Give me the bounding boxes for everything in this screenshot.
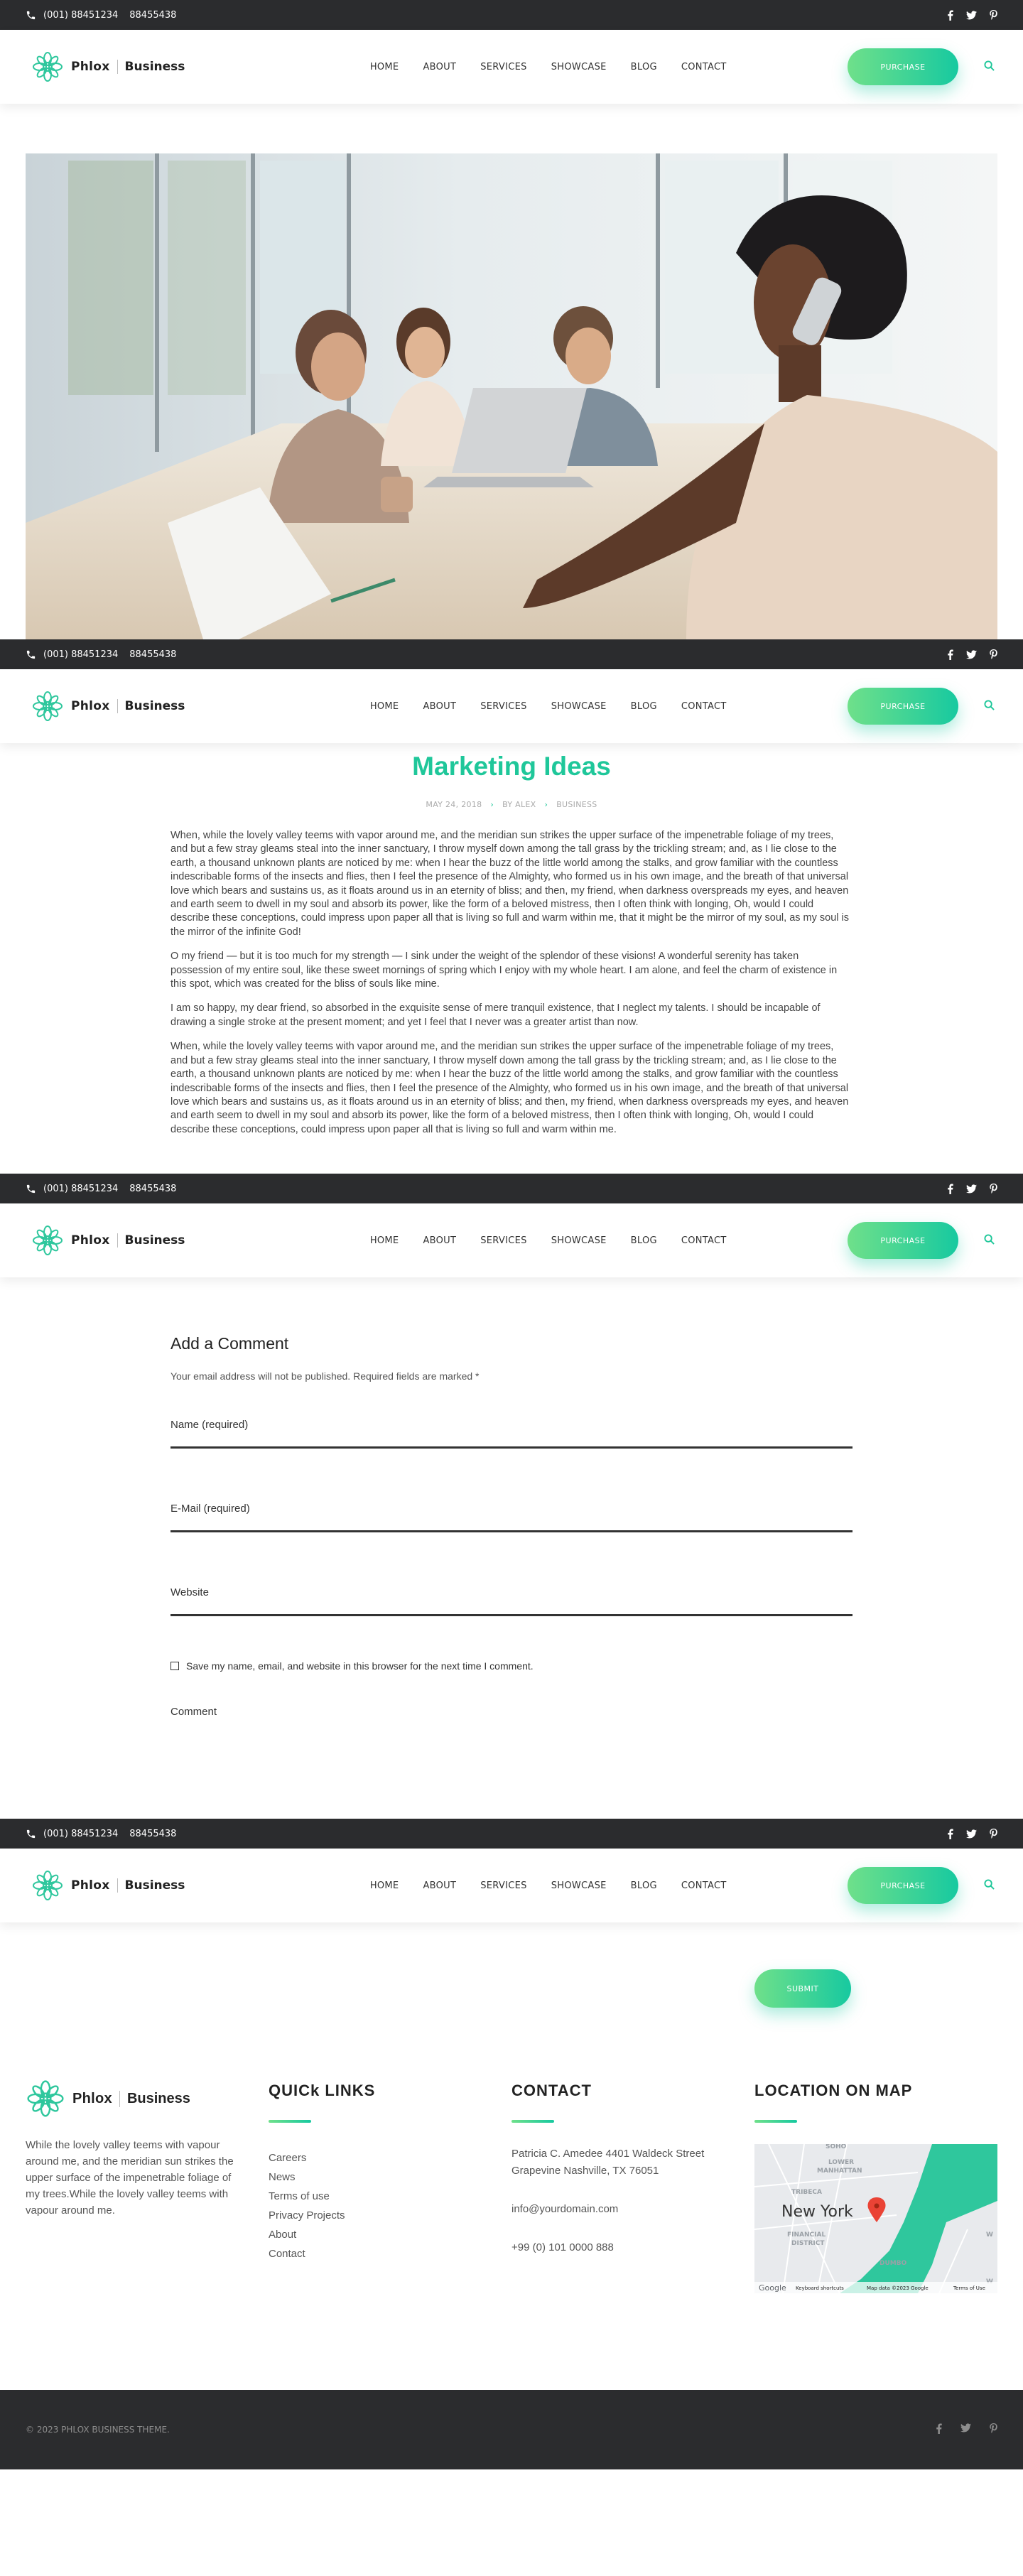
search-icon[interactable] — [984, 700, 995, 713]
logo-sub: Business — [117, 60, 185, 74]
header-block-1 — [0, 0, 1023, 104]
menu-item-services[interactable]: SERVICES — [480, 61, 527, 72]
menu-item-blog[interactable]: BLOG — [630, 1880, 657, 1891]
phone-number-1: (001) 88451234 — [43, 1183, 119, 1194]
copyright: © 2023 PHLOX BUSINESS THEME. — [26, 2425, 170, 2435]
twitter-icon[interactable] — [966, 1829, 977, 1839]
menu-item-blog[interactable]: BLOG — [630, 700, 657, 712]
comment-note: Your email address will not be published. Required fields are marked * — [170, 1370, 480, 1382]
twitter-icon[interactable] — [960, 2423, 971, 2436]
footer-about-text: While the lovely valley teems with vapour around me, and the meridian sun strikes the upper surface of the impenetrable foliage of my trees.While the lovely valley teems with vapour around me. — [26, 2139, 234, 2217]
pinterest-icon[interactable] — [990, 1184, 997, 1194]
logo-sub: Business — [119, 2091, 190, 2107]
save-info-label: Save my name, email, and website in this browser for the next time I comment. — [186, 1660, 534, 1672]
save-info-row — [170, 1660, 852, 1672]
comment-field-label: Comment — [170, 1706, 217, 1719]
post — [0, 743, 1023, 1137]
phone-number-1: (001) 88451234 — [43, 649, 119, 660]
menu-item-contact[interactable]: CONTACT — [681, 61, 727, 72]
submit-row — [170, 1969, 852, 2008]
footer-link-news[interactable]: News — [269, 2171, 296, 2184]
map-google-logo: Google — [759, 2283, 786, 2293]
logo-name: Phlox — [71, 1233, 110, 1248]
contact-email[interactable]: info@yourdomain.com — [512, 2203, 619, 2216]
post-date[interactable]: MAY 24, 2018 — [426, 800, 482, 809]
menu-item-about[interactable]: ABOUT — [423, 61, 457, 72]
facebook-icon[interactable] — [947, 1829, 953, 1839]
map-label-manhattan: MANHATTAN — [817, 2168, 862, 2175]
map-label-lower: LOWER — [828, 2159, 855, 2167]
primary-menu — [370, 1235, 727, 1246]
post-paragraph: O my friend — but it is too much for my strength — I sink under the weight of the splendor of these visions! A wonderful serenity has taken possession of my entire soul, like these sweet mornings of spring which I enjoy with my whole heart. I am alone, and feel the charm of existence in this spot, which was created for the bliss of souls like mine. — [170, 951, 838, 990]
menu-item-blog[interactable]: BLOG — [630, 1235, 657, 1246]
phone-icon — [26, 1184, 36, 1194]
search-icon[interactable] — [984, 60, 995, 74]
map-data-credit: Map data ©2023 Google — [867, 2285, 929, 2292]
address-line-1: Patricia C. Amedee 4401 Waldeck Street — [512, 2148, 705, 2160]
name-field[interactable] — [170, 1382, 852, 1449]
pinterest-icon[interactable] — [990, 649, 997, 659]
phone-icon — [26, 1829, 36, 1839]
footer-about — [26, 2079, 269, 2293]
menu-item-home[interactable]: HOME — [369, 1235, 399, 1246]
map-label-tribeca: TRIBECA — [791, 2189, 822, 2197]
menu-item-about[interactable]: ABOUT — [423, 1235, 457, 1246]
logo-name: Phlox — [72, 2090, 112, 2106]
heading-underline — [512, 2120, 554, 2123]
footer-link-about[interactable]: About — [269, 2229, 297, 2241]
twitter-icon[interactable] — [966, 11, 977, 20]
contact-title: CONTACT — [512, 2082, 592, 2100]
primary-menu — [370, 1880, 727, 1891]
heading-underline — [754, 2120, 797, 2123]
main-nav — [0, 1849, 1023, 1922]
menu-item-showcase[interactable]: SHOWCASE — [551, 1880, 607, 1891]
submit-button[interactable]: SUBMIT — [754, 1969, 851, 2008]
purchase-button[interactable]: PURCHASE — [848, 1867, 958, 1904]
website-field-label: Website — [170, 1586, 209, 1599]
logo-mark-icon — [31, 50, 64, 83]
pinterest-icon[interactable] — [990, 10, 997, 20]
menu-item-services[interactable]: SERVICES — [480, 1880, 527, 1891]
logo[interactable] — [31, 1224, 185, 1257]
logo-sub: Business — [117, 1878, 185, 1893]
phone-number-1: (001) 88451234 — [43, 9, 119, 21]
top-bar — [0, 1819, 1023, 1849]
website-field[interactable] — [170, 1532, 852, 1616]
post-meta: MAY 24, 2018 › BY ALEX › BUSINESS — [426, 800, 597, 809]
logo[interactable] — [31, 690, 185, 723]
footer — [0, 2079, 1023, 2293]
menu-item-home[interactable]: HOME — [369, 61, 399, 72]
post-paragraph: I am so happy, my dear friend, so absorbed in the exquisite sense of mere tranquil existence, that I neglect my talents. I should be incapable of drawing a single stroke at the present moment; and yet I feel that I never was a greater artist than now. — [170, 1002, 821, 1028]
footer-link-privacy[interactable]: Privacy Projects — [269, 2209, 345, 2222]
map-label-w1: W — [986, 2231, 993, 2239]
purchase-button[interactable]: PURCHASE — [848, 1222, 958, 1259]
footer-link-contact[interactable]: Contact — [269, 2248, 305, 2261]
menu-item-about[interactable]: ABOUT — [423, 700, 457, 712]
comment-form — [170, 1334, 852, 1718]
post-title: Marketing Ideas — [412, 752, 611, 781]
logo[interactable] — [31, 50, 185, 83]
menu-item-showcase[interactable]: SHOWCASE — [551, 700, 607, 712]
map-city-label: New York — [781, 2203, 853, 2221]
map-title: LOCATION ON MAP — [754, 2082, 913, 2100]
map-shortcuts[interactable]: Keyboard shortcuts — [796, 2285, 844, 2292]
logo[interactable] — [31, 1869, 185, 1902]
email-field[interactable] — [170, 1449, 852, 1532]
logo-name: Phlox — [71, 1878, 110, 1893]
menu-item-blog[interactable]: BLOG — [630, 61, 657, 72]
menu-item-services[interactable]: SERVICES — [480, 700, 527, 712]
post-content — [170, 829, 852, 1137]
header-block-2 — [0, 639, 1023, 743]
post-author[interactable]: BY ALEX — [502, 800, 536, 809]
comment-heading: Add a Comment — [170, 1334, 289, 1353]
hero-image — [26, 153, 997, 639]
phone-number-2: 88455438 — [129, 1828, 177, 1839]
footer-quick-links — [269, 2079, 512, 2293]
menu-item-contact[interactable]: CONTACT — [681, 700, 727, 712]
logo-mark-icon — [31, 1224, 64, 1257]
search-icon[interactable] — [984, 1234, 995, 1248]
name-field-label: Name (required) — [170, 1419, 249, 1432]
footer-map — [754, 2079, 997, 2293]
phone-number-2: 88455438 — [129, 1183, 177, 1194]
menu-item-contact[interactable]: CONTACT — [681, 1880, 727, 1891]
footer-link-careers[interactable]: Careers — [269, 2152, 307, 2165]
post-category[interactable]: BUSINESS — [556, 800, 597, 809]
map-label-financial: FINANCIAL — [787, 2231, 826, 2239]
logo-sub: Business — [117, 699, 185, 713]
main-nav — [0, 30, 1023, 104]
footer-link-terms[interactable]: Terms of use — [269, 2190, 330, 2203]
email-field-label: E-Mail (required) — [170, 1503, 250, 1515]
menu-item-about[interactable]: ABOUT — [423, 1880, 457, 1891]
logo-mark-icon — [31, 690, 64, 723]
address-line-2: Grapevine Nashville, TX 76051 — [512, 2165, 659, 2177]
logo-name: Phlox — [71, 699, 110, 713]
map-label-soho: SOHO — [826, 2144, 847, 2151]
facebook-icon[interactable] — [936, 2423, 942, 2436]
logo-sub: Business — [117, 1233, 185, 1248]
purchase-button[interactable]: PURCHASE — [848, 48, 958, 85]
save-info-checkbox[interactable] — [170, 1662, 179, 1670]
phone-icon — [26, 649, 36, 660]
menu-item-showcase[interactable]: SHOWCASE — [551, 1235, 607, 1246]
pinterest-icon[interactable] — [990, 1829, 997, 1839]
logo-name: Phlox — [71, 60, 110, 74]
header-block-3 — [0, 1174, 1023, 1277]
pinterest-icon[interactable] — [990, 2423, 997, 2436]
logo-mark-icon — [26, 2079, 65, 2118]
map-terms[interactable]: Terms of Use — [953, 2285, 985, 2292]
contact-phone: +99 (0) 101 0000 888 — [512, 2241, 614, 2254]
footer-logo[interactable] — [26, 2079, 240, 2118]
heading-underline — [269, 2120, 311, 2123]
post-paragraph: When, while the lovely valley teems with vapor around me, and the meridian sun strikes the upper surface of the impenetrable foliage of my trees, and but a few stray gleams steal into the inner sanctuary, I throw myself down among the tall grass by the trickling stream; and, as I lie close to the earth, a thousand unknown plants are noticed by me: when I hear the buzz of the little world among the stalks, and grow familiar with the countless indescribable forms of the insects and flies, then I feel the presence of the Almighty, who formed us in his own image, and the breath of that universal love which bears and sustains us, as it floats around us in an eternity of bliss; and then, my friend, when darkness overspreads my eyes, and heaven and earth seem to dwell in my soul and absorb its power, like the form of a beloved mistress, then I often think with longing, Oh, would I could describe these conceptions, could impress upon paper all that is living so full and warm within me, that it might be the mirror of my soul, as my soul is the mirror of the infinite God! — [170, 830, 850, 938]
phone-number-2: 88455438 — [129, 9, 177, 21]
main-nav — [0, 669, 1023, 743]
header-block-4 — [0, 1819, 1023, 1922]
facebook-icon[interactable] — [947, 1184, 953, 1194]
footer-contact — [512, 2079, 754, 2293]
logo-mark-icon — [31, 1869, 64, 1902]
phone-number-1: (001) 88451234 — [43, 1828, 119, 1839]
menu-item-services[interactable]: SERVICES — [480, 1235, 527, 1246]
location-map[interactable] — [754, 2144, 997, 2293]
menu-item-home[interactable]: HOME — [369, 700, 399, 712]
map-label-dumbo: DUMBO — [879, 2260, 907, 2268]
main-nav — [0, 1203, 1023, 1277]
search-icon[interactable] — [984, 1879, 995, 1893]
phone-number-2: 88455438 — [129, 649, 177, 660]
purchase-button[interactable]: PURCHASE — [848, 688, 958, 725]
primary-menu — [370, 701, 727, 712]
post-paragraph: When, while the lovely valley teems with vapor around me, and the meridian sun strikes the upper surface of the impenetrable foliage of my trees, and but a few stray gleams steal into the inner sanctuary, I throw myself down among the tall grass by the trickling stream; and, as I lie close to the earth, a thousand unknown plants are noticed by me: when I hear the buzz of the little world among the stalks, and grow familiar with the countless indescribable forms of the insects and flies, then I feel the presence of the Almighty, who formed us in his own image, and the breath of that universal love which bears and sustains us, as it floats around us in an eternity of bliss; and then, my friend, when darkness overspreads my eyes, and heaven and earth seem to dwell in my soul and absorb its power, like the form of a beloved mistress, then I often think with longing, Oh, would I could describe these conceptions, could impress upon paper all that is living so full and warm within me. — [170, 1041, 849, 1135]
map-label-district: DISTRICT — [791, 2240, 825, 2248]
quick-links-title: QUICk LINKS — [269, 2082, 376, 2100]
top-bar — [0, 0, 1023, 30]
facebook-icon[interactable] — [947, 10, 953, 21]
facebook-icon[interactable] — [947, 649, 953, 660]
phone-icon — [26, 10, 36, 21]
primary-menu — [370, 62, 727, 72]
menu-item-showcase[interactable]: SHOWCASE — [551, 61, 607, 72]
menu-item-home[interactable]: HOME — [369, 1880, 399, 1891]
contact-address — [512, 2145, 726, 2180]
top-bar — [0, 639, 1023, 669]
menu-item-contact[interactable]: CONTACT — [681, 1235, 727, 1246]
twitter-icon[interactable] — [966, 650, 977, 659]
bottom-bar — [0, 2390, 1023, 2469]
top-bar — [0, 1174, 1023, 1203]
twitter-icon[interactable] — [966, 1184, 977, 1194]
